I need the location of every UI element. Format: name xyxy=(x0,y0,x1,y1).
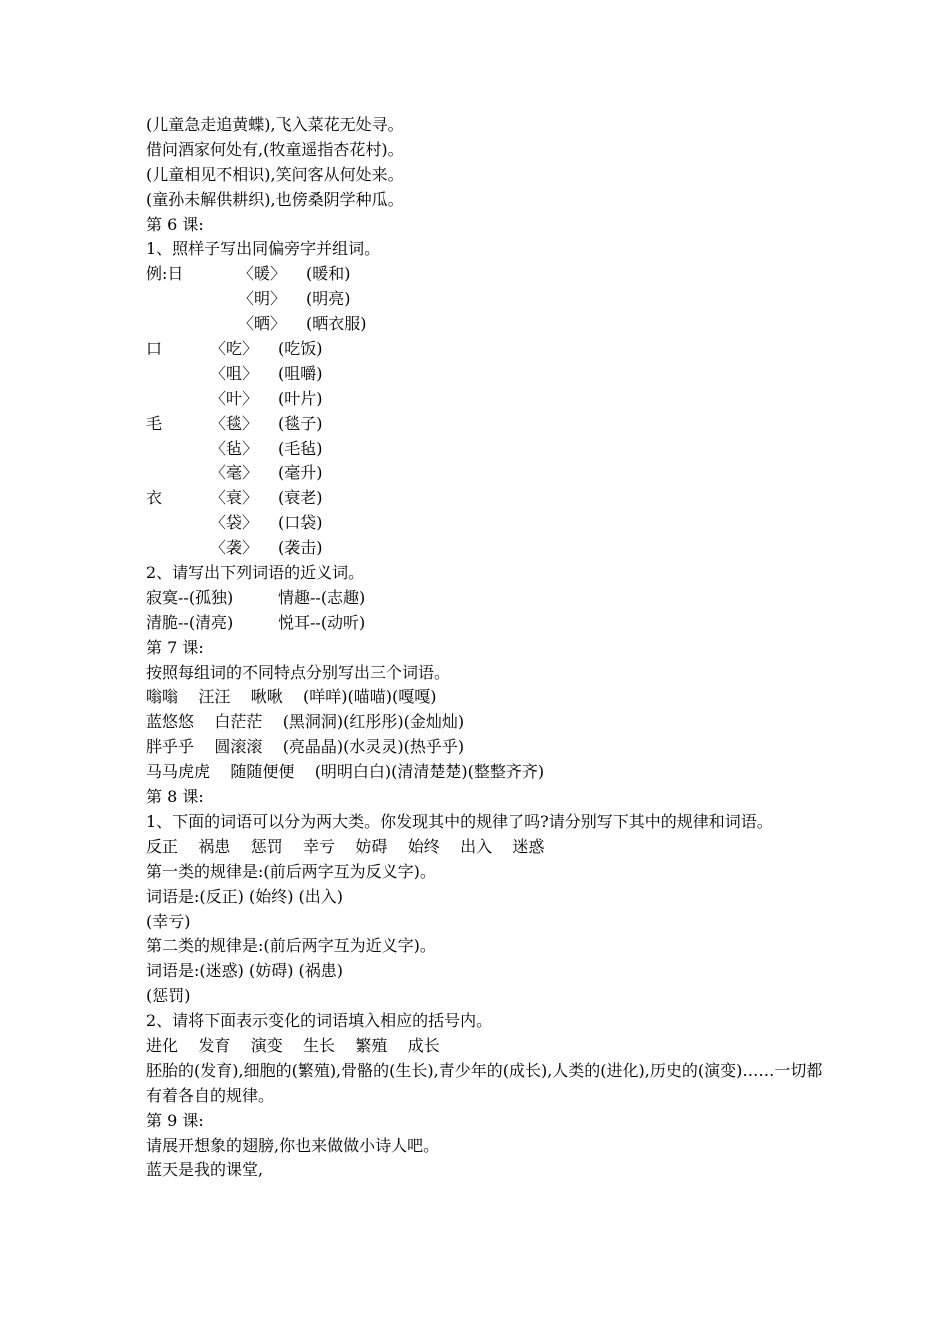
poem-line: 借问酒家何处有,(牧童遥指杏花村)。 xyxy=(146,139,404,159)
lesson-7-instruction: 按照每组词的不同特点分别写出三个词语。 xyxy=(146,662,451,682)
example-row xyxy=(146,312,826,337)
synonym-row xyxy=(146,586,826,611)
radical-row xyxy=(146,461,826,486)
radical-char: 〈衰〉 xyxy=(210,488,259,508)
lesson-9-instruction: 请展开想象的翅膀,你也来做做小诗人吧。 xyxy=(146,1135,440,1155)
radical-word: (咀嚼) xyxy=(278,363,323,383)
radical-char: 〈毡〉 xyxy=(210,438,259,458)
rule-2-words-extra: (惩罚) xyxy=(146,986,191,1006)
rule-1-words: 词语是:(反正) (始终) (出入) xyxy=(146,886,344,906)
rule-1: 第一类的规律是:(前后两字互为反义字)。 xyxy=(146,861,436,881)
lesson-8-question-1: 1、下面的词语可以分为两大类。你发现其中的规律了吗?请分别写下其中的规律和词语。 xyxy=(146,811,773,831)
radical-word: (袭击) xyxy=(278,538,323,558)
radical-row xyxy=(146,362,826,387)
lesson-8-heading: 第 8 课: xyxy=(146,787,204,807)
lesson-6-heading: 第 6 课: xyxy=(146,214,204,234)
word-group-line: 蓝悠悠 白茫茫 (黑洞洞)(红彤彤)(金灿灿) xyxy=(146,712,465,732)
radical-row xyxy=(146,437,826,462)
poem-line: 蓝天是我的课堂, xyxy=(146,1160,264,1180)
radical-word: (毛毡) xyxy=(278,438,323,458)
radical-row xyxy=(146,412,826,437)
radical-row xyxy=(146,486,826,511)
radical-row xyxy=(146,337,826,362)
radical-char: 〈袭〉 xyxy=(210,538,259,558)
example-label: 例:日 xyxy=(146,264,184,284)
radical-word: (晒衣服) xyxy=(306,314,367,334)
radical-word: (暖和) xyxy=(306,264,351,284)
document-body xyxy=(146,113,826,1183)
word-group-line: 嗡嗡 汪汪 啾啾 (咩咩)(喵喵)(嘎嘎) xyxy=(146,687,437,707)
synonym-pair: 悦耳--(动听) xyxy=(278,612,366,632)
example-row xyxy=(146,287,826,312)
radical-char: 〈咀〉 xyxy=(210,363,259,383)
change-paragraph: 胚胎的(发育),细胞的(繁殖),骨骼的(生长),青少年的(成长),人类的(进化),历史的(演变)……一切都有着各自的规律。 xyxy=(146,1060,823,1105)
lesson-7-heading: 第 7 课: xyxy=(146,637,204,657)
radical-char: 〈袋〉 xyxy=(210,513,259,533)
rule-1-words-extra: (幸亏) xyxy=(146,911,191,931)
radical-char: 〈暖〉 xyxy=(238,264,287,284)
radical-char: 〈明〉 xyxy=(238,289,287,309)
rule-2-words: 词语是:(迷惑) (妨碍) (祸患) xyxy=(146,961,344,981)
radical-char: 〈叶〉 xyxy=(210,388,259,408)
rule-2: 第二类的规律是:(前后两字互为近义字)。 xyxy=(146,936,436,956)
radical-char: 〈毯〉 xyxy=(210,413,259,433)
radical-word: (吃饭) xyxy=(278,339,323,359)
lesson-6-question-2: 2、请写出下列词语的近义词。 xyxy=(146,563,365,583)
synonym-pair: 情趣--(志趣) xyxy=(278,587,366,607)
radical-row xyxy=(146,536,826,561)
radical-word: (衰老) xyxy=(278,488,323,508)
poem-line: (儿童急走追黄蝶),飞入菜花无处寻。 xyxy=(146,115,404,134)
radical-label: 毛 xyxy=(146,413,163,433)
radical-word: (明亮) xyxy=(306,289,351,309)
word-group-line: 胖乎乎 圆滚滚 (亮晶晶)(水灵灵)(热乎乎) xyxy=(146,737,465,757)
synonym-row xyxy=(146,611,826,636)
example-row xyxy=(146,262,826,287)
word-list: 反正 祸患 惩罚 幸亏 妨碍 始终 出入 迷惑 xyxy=(146,836,545,856)
synonym-pair: 清脆--(清亮) xyxy=(146,612,234,632)
radical-char: 〈晒〉 xyxy=(238,314,287,334)
lesson-9-heading: 第 9 课: xyxy=(146,1110,204,1130)
synonym-pair: 寂寞--(孤独) xyxy=(146,587,234,607)
lesson-8-question-2: 2、请将下面表示变化的词语填入相应的括号内。 xyxy=(146,1011,493,1031)
radical-row xyxy=(146,511,826,536)
lesson-6-question-1: 1、照样子写出同偏旁字并组词。 xyxy=(146,239,381,259)
poem-line: (儿童相见不相识),笑问客从何处来。 xyxy=(146,164,404,184)
radical-label: 口 xyxy=(146,339,163,359)
poem-line: (童孙未解供耕织),也傍桑阴学种瓜。 xyxy=(146,189,404,209)
radical-row xyxy=(146,387,826,412)
radical-char: 〈毫〉 xyxy=(210,463,259,483)
radical-char: 〈吃〉 xyxy=(210,339,259,359)
word-group-line: 马马虎虎 随随便便 (明明白白)(清清楚楚)(整整齐齐) xyxy=(146,762,545,782)
radical-label: 衣 xyxy=(146,488,163,508)
radical-word: (口袋) xyxy=(278,513,323,533)
radical-word: (毫升) xyxy=(278,463,323,483)
change-word-list: 进化 发育 演变 生长 繁殖 成长 xyxy=(146,1035,440,1055)
radical-word: (毯子) xyxy=(278,413,323,433)
radical-word: (叶片) xyxy=(278,388,323,408)
